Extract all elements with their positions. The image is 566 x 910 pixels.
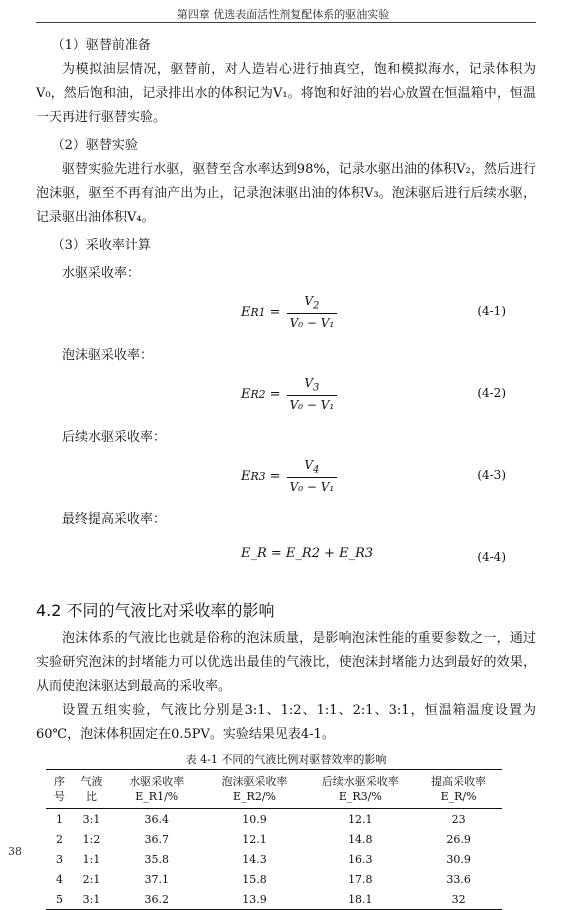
table-cell: 2 (56, 832, 64, 846)
prep-heading: （1）驱替前准备 (51, 38, 151, 53)
table-cell: 26.9 (446, 832, 471, 846)
eq-num: V (304, 294, 314, 308)
eq-lhs-sub: R3 (250, 469, 266, 483)
table-cell: 14.3 (242, 852, 267, 866)
header-rule (36, 22, 536, 23)
equation-number: (4-4) (477, 550, 506, 564)
eq-lhs-sub: R1 (250, 305, 266, 319)
table-header-row (46, 770, 502, 809)
equation-number: (4-1) (477, 304, 506, 318)
table-cell: 37.1 (144, 872, 170, 886)
equation-4-1: E R1 = $\frac{V_2}{\text{V₀ − V₁}}$ (4-1) (241, 294, 506, 331)
equation-4-3: E R3 = $\frac{V_4}{\text{V₀ − V₁}}$ (4-3) (241, 458, 506, 495)
results-table (46, 769, 502, 910)
water-recovery-label: 水驱采收率： (62, 266, 141, 281)
foam-recovery-label: 泡沫驱采收率： (62, 348, 154, 363)
table-cell: 2:1 (82, 872, 101, 886)
table-header-cell: 后续水驱采收率 E_R3/% (305, 770, 415, 809)
eq-lhs-sub: R2 (250, 387, 266, 401)
table-cell: 10.9 (242, 812, 267, 826)
eq-lhs: E (241, 304, 251, 320)
table-row (46, 829, 502, 849)
eq-num-sub: 4 (313, 464, 320, 476)
table-cell: 17.8 (348, 872, 373, 886)
eq-expression: E_R = E_R2 + E_R3 (241, 546, 374, 561)
eq-lhs: E (241, 386, 251, 402)
table-caption: 表 4-1 不同的气液比例对驱替效率的影响 (185, 753, 387, 766)
equation-4-2: E R2 = $\frac{V_3}{\text{V₀ − V₁}}$ (4-2) (241, 376, 506, 413)
table-cell: 33.6 (446, 872, 471, 886)
table-cell: 18.1 (305, 889, 415, 910)
table-cell: 12.1 (348, 812, 373, 826)
exp-heading: （2）驱替实验 (51, 138, 138, 153)
table-cell: 23 (451, 812, 466, 826)
table-row (46, 809, 502, 830)
eq-fraction (287, 376, 338, 412)
table-cell: 12.1 (242, 832, 267, 846)
table-cell: 1:2 (82, 832, 101, 846)
equation-number: (4-3) (477, 468, 506, 482)
equation-4-4 (36, 538, 536, 574)
table-cell: 35.8 (144, 852, 170, 866)
calc-heading: （3）采收率计算 (51, 238, 151, 253)
table-cell: 1:1 (82, 852, 101, 866)
eq-den: V₀ − V₁ (287, 395, 338, 412)
table-cell: 36.4 (144, 812, 170, 826)
eq-num: V (304, 458, 314, 472)
table-header-cell: 泡沫驱采收率 E_R2/% (204, 770, 306, 809)
eq-num-sub: 2 (313, 300, 320, 312)
table-header-cell: 序号 (46, 770, 73, 809)
table-header-cell: 提高采收率 E_R/% (415, 770, 502, 809)
table-cell: 13.9 (204, 889, 306, 910)
table-row (46, 869, 502, 889)
section-4-2-paragraph-1: 泡沫体系的气液比也就是俗称的泡沫质量，是影响泡沫性能的重要参数之一，通过实验研究泡沫的封堵能力可以优选出最佳的气液比，使泡沫封堵能力达到最好的效果，从而使泡沫驱达到最高的采收率。 (36, 631, 536, 694)
table-cell: 15.8 (242, 872, 267, 886)
eq-lhs: E (241, 468, 251, 484)
section-4-2-paragraph-2: 设置五组实验，气液比分别是3:1、1:2、1:1、2:1、3:1，恒温箱温度设置为60℃，泡沫体积固定在0.5PV。实验结果见表4-1。 (36, 703, 536, 742)
table-cell: 3 (56, 852, 64, 866)
post-water-recovery-label: 后续水驱采收率： (62, 430, 167, 445)
table-row (46, 849, 502, 869)
eq-fraction (287, 294, 338, 330)
table-cell: 3:1 (73, 889, 110, 910)
eq-num: V (304, 376, 314, 390)
table-cell: 36.2 (110, 889, 204, 910)
table-cell: 30.9 (446, 852, 471, 866)
table-cell: 32 (415, 889, 502, 910)
table-header-cell: 水驱采收率 E_R1/% (110, 770, 204, 809)
final-recovery-label: 最终提高采收率： (62, 512, 167, 527)
eq-num-sub: 3 (313, 382, 320, 394)
eq-den: V₀ − V₁ (287, 313, 338, 330)
table-cell: 3:1 (82, 812, 101, 826)
page-content (36, 30, 536, 910)
prep-paragraph: 为模拟油层情况，驱替前，对人造岩心进行抽真空，饱和模拟海水，记录体积为V₀，然后饱和油，记录排出水的体积记为V₁。将饱和好油的岩心放置在恒温箱中，恒温一天再进行驱替实验。 (36, 62, 536, 125)
eq-den: V₀ − V₁ (287, 477, 338, 494)
table-header-cell: 气液比 (73, 770, 110, 809)
table-cell: 4 (56, 872, 64, 886)
table-cell: 1 (56, 812, 64, 826)
table-row (46, 889, 502, 910)
page-number: 38 (8, 845, 22, 858)
table-cell: 16.3 (348, 852, 373, 866)
section-heading-4-2: 4.2 不同的气液比对采收率的影响 (36, 601, 275, 620)
equation-number: (4-2) (477, 386, 506, 400)
exp-paragraph: 驱替实验先进行水驱，驱替至含水率达到98%，记录水驱出油的体积V₂，然后进行泡沫驱，驱至不再有油产出为止，记录泡沫驱出油的体积V₃。泡沫驱后进行后续水驱，记录驱出油体积V₄。 (36, 162, 536, 225)
table-cell: 36.7 (144, 832, 170, 846)
running-header: 第四章 优选表面活性剂复配体系的驱油实验 (176, 8, 390, 21)
table-cell: 5 (46, 889, 73, 910)
eq-fraction (287, 458, 338, 494)
table-cell: 14.8 (348, 832, 373, 846)
